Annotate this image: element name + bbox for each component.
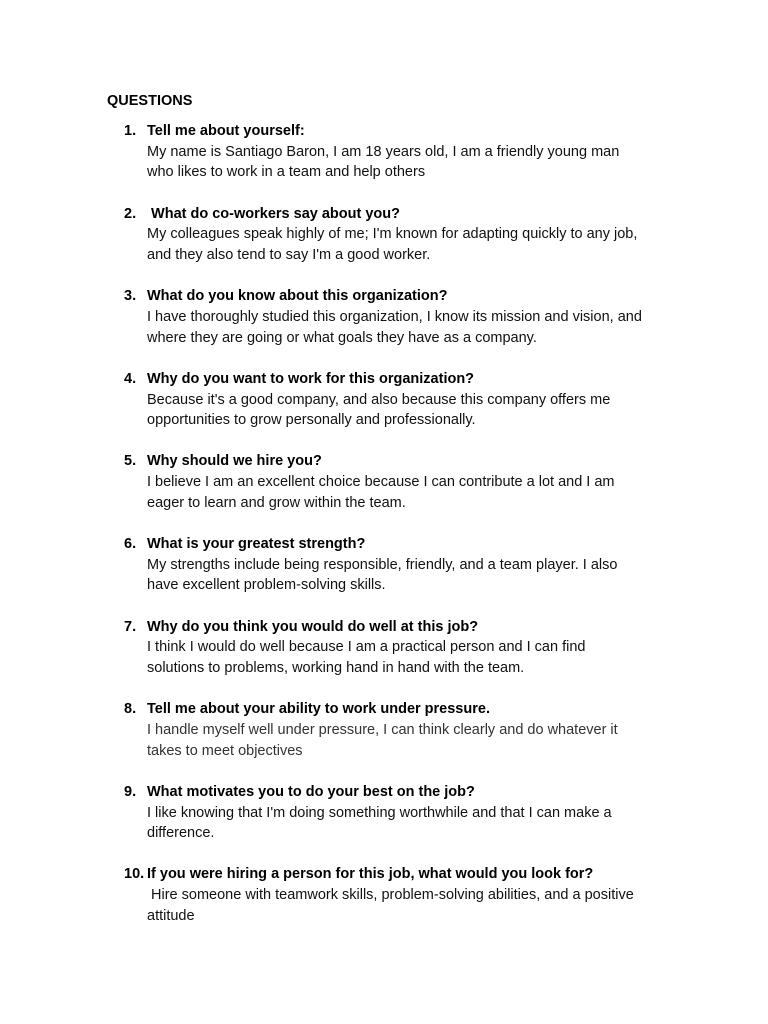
question-item-4 [0, 369, 768, 431]
question-item-1 [0, 121, 768, 183]
question-item-3 [0, 286, 768, 348]
document-heading: QUESTIONS [107, 93, 193, 109]
question-number: 10. [124, 866, 145, 883]
answer-text [147, 307, 672, 348]
answer-text [147, 803, 672, 844]
question-item-7 [0, 617, 768, 679]
question-item-9 [0, 782, 768, 844]
answer-text [147, 720, 672, 761]
answer-line: who likes to work in a team and help others [147, 164, 426, 181]
question-number: 6. [124, 536, 137, 553]
answer-line: Because it's a good company, and also because this company offers me [147, 391, 611, 408]
question-text: What is your greatest strength? [147, 536, 366, 553]
answer-line: I think I would do well because I am a practical person and I can find [147, 639, 586, 656]
question-number: 2. [124, 205, 137, 222]
answer-line: eager to learn and grow within the team. [147, 494, 406, 511]
answer-text [147, 637, 672, 678]
question-number: 4. [124, 370, 137, 387]
question-number: 5. [124, 453, 137, 470]
question-item-5 [0, 451, 768, 513]
question-text: Tell me about yourself: [147, 123, 305, 139]
answer-line: My colleagues speak highly of me; I'm known for adapting quickly to any job, [147, 226, 638, 243]
answer-text [147, 224, 672, 265]
answer-line: I believe I am an excellent choice because I can contribute a lot and I am [147, 474, 615, 491]
answer-line: and they also tend to say I'm a good worker. [147, 247, 431, 264]
question-item-2 [0, 204, 768, 266]
answer-line: takes to meet objectives [147, 742, 303, 759]
question-item-8 [0, 699, 768, 761]
question-text: What do you know about this organization? [147, 288, 448, 305]
question-text: What do co-workers say about you? [147, 205, 400, 222]
answer-line: solutions to problems, working hand in hand with the team. [147, 660, 525, 677]
question-item-10 [0, 864, 768, 926]
answer-line: I have thoroughly studied this organization, I know its mission and vision, and [147, 308, 642, 325]
question-list [0, 121, 768, 947]
question-text: Why do you want to work for this organization? [147, 370, 475, 387]
answer-text [147, 390, 672, 431]
answer-text [147, 472, 672, 513]
answer-line: I handle myself well under pressure, I can think clearly and do whatever it [147, 721, 618, 738]
answer-text [147, 885, 672, 926]
question-number: 7. [124, 618, 137, 635]
answer-text [147, 555, 672, 596]
answer-line: difference. [147, 825, 215, 842]
question-text: If you were hiring a person for this job, what would you look for? [147, 866, 594, 883]
question-text: Tell me about your ability to work under pressure. [147, 701, 490, 718]
answer-line: opportunities to grow personally and professionally. [147, 412, 476, 429]
answer-line: Hire someone with teamwork skills, problem-solving abilities, and a positive [147, 887, 634, 904]
answer-line: have excellent problem-solving skills. [147, 577, 386, 594]
question-number: 1. [124, 123, 137, 139]
question-text: Why do you think you would do well at this job? [147, 618, 479, 635]
question-number: 3. [124, 288, 137, 305]
question-number: 8. [124, 701, 137, 718]
answer-line: attitude [147, 907, 195, 924]
answer-line: My strengths include being responsible, friendly, and a team player. I also [147, 556, 618, 573]
question-item-6 [0, 534, 768, 596]
answer-line: I like knowing that I'm doing something worthwhile and that I can make a [147, 804, 612, 821]
question-text: What motivates you to do your best on the job? [147, 783, 475, 800]
question-text: Why should we hire you? [147, 453, 322, 470]
answer-text [147, 142, 672, 183]
question-number: 9. [124, 783, 137, 800]
answer-line: where they are going or what goals they have as a company. [147, 329, 537, 346]
answer-line: My name is Santiago Baron, I am 18 years old, I am a friendly young man [147, 143, 620, 160]
